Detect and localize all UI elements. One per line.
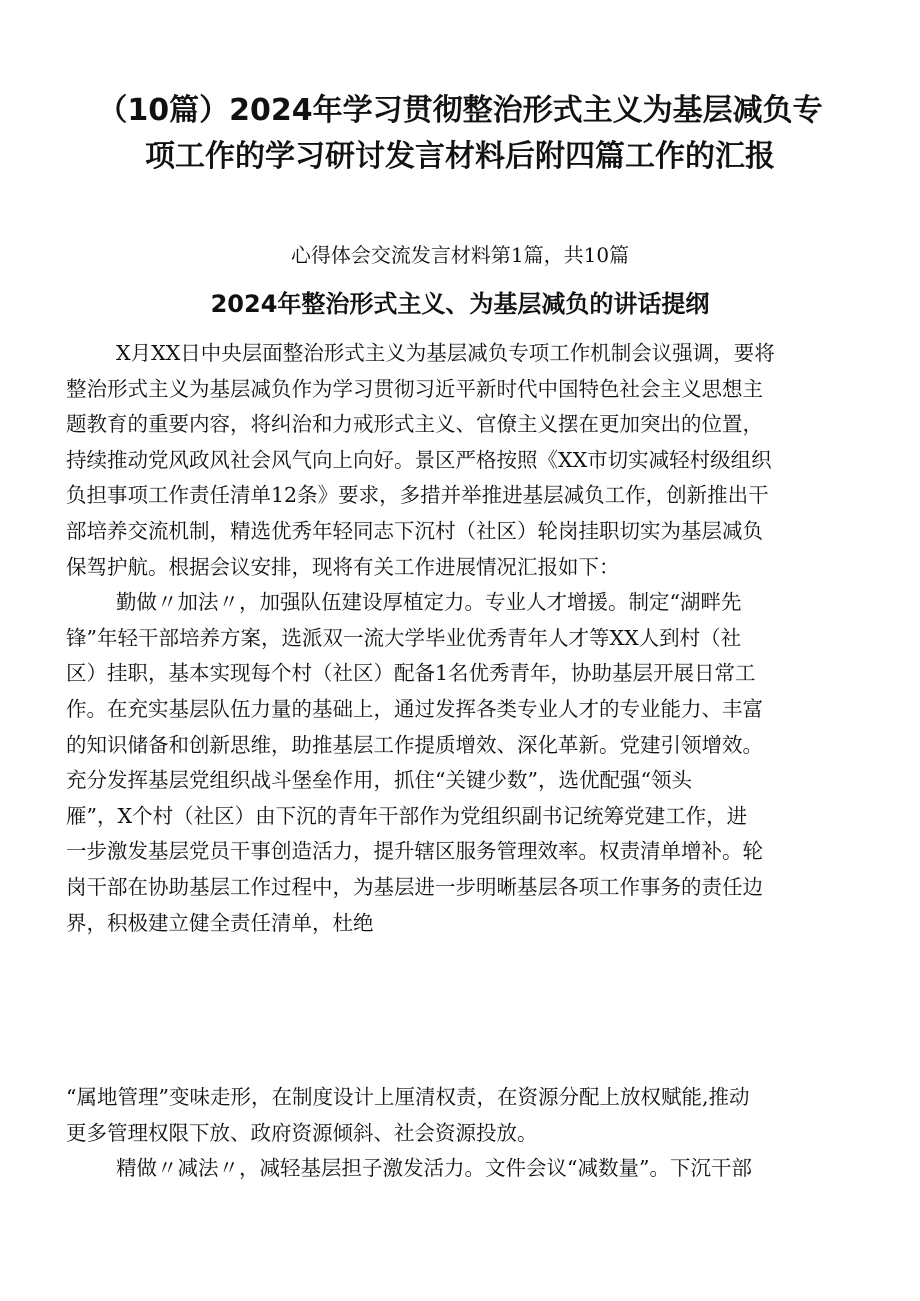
- body-text-block-2: [66, 1080, 866, 1187]
- paragraph-line: 作。在充实基层队伍力量的基础上，通过发挥各类专业人才的专业能力、丰富: [66, 696, 763, 721]
- paragraph-line: 负担事项工作责任清单12条》要求，多措并举推进基层减负工作，创新推出干: [66, 483, 769, 508]
- paragraph-line: 部培养交流机制，精选优秀年轻同志下沉村（社区）轮岗挂职切实为基层减负: [66, 518, 763, 543]
- title-line-2: 项工作的学习研讨发言材料后附四篇工作的汇报: [145, 139, 775, 174]
- paragraph-line: 雁”，X个村（社区）由下沉的青年干部作为党组织副书记统筹党建工作，进: [66, 803, 748, 828]
- document-subtitle: 心得体会交流发言材料第1篇，共10篇: [290, 243, 630, 267]
- title-line-1: （10篇）2024年学习贯彻整治形式主义为基层减负专: [97, 93, 823, 128]
- body-text-block-1: [66, 336, 866, 941]
- paragraph-line: 一步激发基层党员干事创造活力，提升辖区服务管理效率。权责清单增补。轮: [66, 839, 763, 864]
- paragraph-line: 精做〃减法〃，减轻基层担子激发活力。文件会议“减数量”。下沉干部: [116, 1156, 752, 1181]
- paragraph-line: 更多管理权限下放、政府资源倾斜、社会资源投放。: [66, 1120, 538, 1145]
- paragraph-line: 勤做〃加法〃，加强队伍建设厚植定力。专业人才增援。制定“湖畔先: [116, 590, 742, 615]
- paragraph-line: 的知识储备和创新思维，助推基层工作提质增效、深化革新。党建引领增效。: [66, 732, 763, 757]
- paragraph-line: 题教育的重要内容，将纠治和力戒形式主义、官僚主义摆在更加突出的位置，: [66, 412, 763, 437]
- paragraph-line: 持续推动党风政风社会风气向上向好。景区严格按照《XX市切实减轻村级组织: [66, 447, 772, 472]
- paragraph-line: “属地管理”变味走形，在制度设计上厘清权责，在资源分配上放权赋能,推动: [66, 1085, 750, 1109]
- paragraph-line: X月XX日中央层面整治形式主义为基层减负专项工作机制会议强调，要将: [116, 341, 775, 365]
- paragraph-line: 界，积极建立健全责任清单，杜绝: [66, 910, 374, 935]
- section-title: 2024年整治形式主义、为基层减负的讲话提纲: [210, 290, 710, 318]
- paragraph-line: 区）挂职，基本实现每个村（社区）配备1名优秀青年，协助基层开展日常工: [66, 661, 756, 686]
- paragraph-line: 整治形式主义为基层减负作为学习贯彻习近平新时代中国特色社会主义思想主: [66, 376, 763, 401]
- paragraph-line: 岗干部在协助基层工作过程中，为基层进一步明晰基层各项工作事务的责任边: [66, 874, 763, 899]
- paragraph-line: 保驾护航。根据会议安排，现将有关工作进展情况汇报如下：: [66, 554, 620, 579]
- document-title: [60, 88, 860, 180]
- paragraph-line: 充分发挥基层党组织战斗堡垒作用，抓住“关键少数”，选优配强“领头: [66, 768, 692, 793]
- paragraph-line: 锋”年轻干部培养方案，选派双一流大学毕业优秀青年人才等XX人到村（社: [66, 625, 742, 650]
